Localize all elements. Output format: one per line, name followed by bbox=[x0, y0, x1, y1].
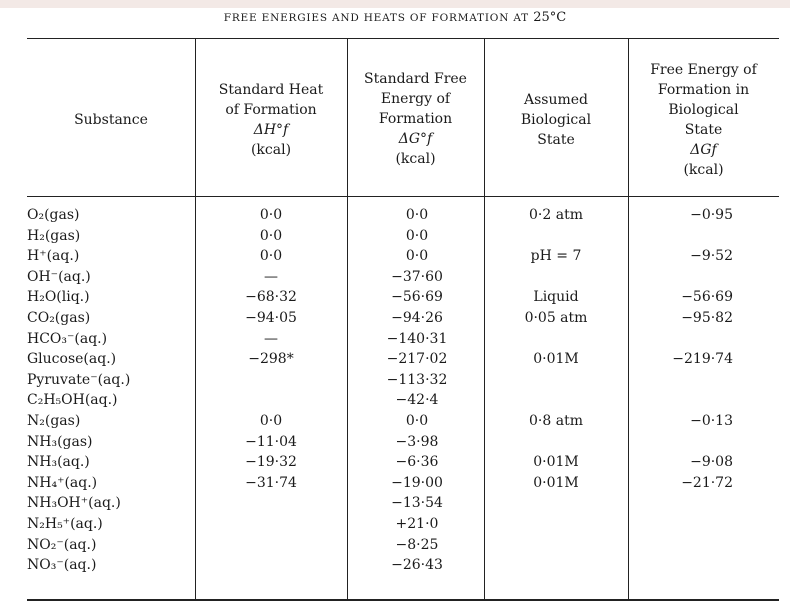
header-heat-line-2: of Formation bbox=[225, 102, 317, 118]
cell-free: −8·25 bbox=[395, 536, 439, 553]
cell-bio bbox=[628, 535, 779, 556]
header-heat-unit: (kcal) bbox=[250, 142, 292, 158]
header-substance bbox=[27, 110, 195, 130]
cell-state: 0·2 atm bbox=[529, 207, 583, 223]
cell-substance: H₂O(liq.) bbox=[27, 289, 90, 306]
cell-bio bbox=[628, 432, 779, 453]
cell-state bbox=[484, 226, 628, 247]
cell-substance: N₂(gas) bbox=[27, 412, 81, 429]
column-substance bbox=[27, 205, 187, 576]
bottom-rule bbox=[27, 599, 779, 601]
column-heat bbox=[195, 205, 365, 576]
cell-bio: −95·82 bbox=[681, 309, 733, 326]
cell-substance: HCO₃⁻(aq.) bbox=[27, 330, 108, 347]
cell-bio: −56·69 bbox=[681, 289, 733, 306]
cell-heat: −94·05 bbox=[245, 309, 297, 326]
cell-heat bbox=[195, 370, 365, 391]
cell-substance: H⁺(aq.) bbox=[27, 248, 80, 265]
top-rule bbox=[27, 38, 779, 39]
cell-state: pH = 7 bbox=[530, 248, 582, 265]
header-heat-line-1: Standard Heat bbox=[218, 82, 324, 98]
cell-state: 0·8 atm bbox=[529, 412, 583, 429]
cell-heat bbox=[195, 493, 365, 514]
cell-heat: −298* bbox=[248, 351, 294, 368]
cell-heat: −31·74 bbox=[245, 474, 297, 491]
header-bio-line-2: Formation in bbox=[657, 82, 750, 98]
cell-state bbox=[484, 267, 628, 288]
cell-state: 0·01M bbox=[533, 474, 579, 491]
cell-heat: — bbox=[264, 268, 278, 285]
cell-free: 0·0 bbox=[405, 412, 429, 429]
cell-state: Liquid bbox=[533, 289, 579, 306]
cell-bio: −9·52 bbox=[690, 248, 733, 265]
header-biological-free-energy bbox=[628, 60, 779, 180]
cell-free: −42·4 bbox=[395, 392, 439, 409]
cell-substance: NH₄⁺(aq.) bbox=[27, 474, 98, 491]
column-bio bbox=[628, 205, 779, 576]
top-margin-band bbox=[0, 0, 790, 8]
cell-heat: −19·32 bbox=[245, 454, 297, 471]
header-heat-symbol: ΔH°f bbox=[253, 122, 289, 138]
cell-substance: H₂(gas) bbox=[27, 227, 81, 244]
cell-state: 0·01M bbox=[533, 351, 579, 368]
header-state-line-1: Assumed bbox=[523, 92, 589, 108]
cell-state bbox=[484, 493, 628, 514]
header-free-energy bbox=[347, 69, 484, 169]
cell-free: −217·02 bbox=[386, 351, 448, 368]
header-free-unit: (kcal) bbox=[395, 151, 436, 167]
cell-heat: — bbox=[264, 330, 278, 347]
cell-substance: NH₃(gas) bbox=[27, 433, 93, 450]
header-bio-line-4: State bbox=[684, 122, 723, 138]
cell-substance: NO₂⁻(aq.) bbox=[27, 536, 97, 553]
cell-free: 0·0 bbox=[405, 248, 429, 265]
cell-substance: NH₃(aq.) bbox=[27, 454, 90, 471]
header-state-line-2: Biological bbox=[520, 112, 592, 128]
column-free bbox=[347, 205, 487, 576]
cell-free: −3·98 bbox=[395, 433, 439, 450]
cell-heat: −11·04 bbox=[245, 433, 297, 450]
cell-state: 0·01M bbox=[533, 454, 579, 471]
header-state-line-3: State bbox=[537, 132, 575, 148]
header-bio-line-1: Free Energy of bbox=[650, 62, 757, 78]
cell-free: −19·00 bbox=[391, 474, 443, 491]
cell-heat: 0·0 bbox=[259, 412, 283, 429]
cell-bio bbox=[628, 329, 779, 350]
cell-substance: Glucose(aq.) bbox=[27, 351, 117, 368]
cell-free: −37·60 bbox=[391, 268, 443, 285]
cell-heat: 0·0 bbox=[259, 207, 283, 223]
cell-state bbox=[484, 535, 628, 556]
cell-heat: 0·0 bbox=[259, 248, 283, 265]
cell-free: −94·26 bbox=[391, 309, 443, 326]
cell-heat bbox=[195, 535, 365, 556]
cell-state bbox=[484, 390, 628, 411]
cell-free: 0·0 bbox=[405, 227, 429, 244]
header-free-line-2: Energy of bbox=[380, 91, 451, 107]
table-title-temperature: 25°C bbox=[533, 10, 567, 25]
cell-state bbox=[484, 370, 628, 391]
cell-free: −140·31 bbox=[386, 330, 448, 347]
cell-bio bbox=[628, 370, 779, 391]
header-free-line-1: Standard Free bbox=[364, 71, 467, 87]
cell-free: −113·32 bbox=[386, 371, 448, 388]
cell-bio bbox=[628, 555, 779, 576]
table-title-text: FREE ENERGIES AND HEATS OF FORMATION AT bbox=[223, 12, 529, 24]
header-heat-of-formation bbox=[195, 80, 347, 160]
cell-substance: NH₃OH⁺(aq.) bbox=[27, 495, 121, 512]
cell-bio: −9·08 bbox=[690, 454, 733, 471]
cell-heat bbox=[195, 390, 365, 411]
column-state bbox=[484, 205, 628, 576]
table-title bbox=[0, 10, 790, 25]
header-assumed-state bbox=[484, 90, 628, 150]
cell-bio: −21·72 bbox=[681, 474, 733, 491]
cell-substance: CO₂(gas) bbox=[27, 309, 91, 326]
cell-bio: −0·13 bbox=[690, 412, 733, 429]
cell-substance: N₂H₅⁺(aq.) bbox=[27, 515, 103, 532]
cell-substance: Pyruvate⁻(aq.) bbox=[27, 371, 131, 388]
header-rule bbox=[27, 196, 779, 197]
cell-free: −13·54 bbox=[391, 495, 443, 512]
cell-heat: 0·0 bbox=[259, 227, 283, 244]
cell-state bbox=[484, 432, 628, 453]
header-bio-symbol: ΔGf bbox=[690, 142, 717, 158]
cell-bio: −219·74 bbox=[672, 351, 733, 368]
cell-bio bbox=[628, 267, 779, 288]
cell-state: 0·05 atm bbox=[524, 309, 588, 326]
cell-bio bbox=[628, 226, 779, 247]
cell-free: −26·43 bbox=[391, 557, 443, 574]
cell-bio: −0·95 bbox=[690, 207, 733, 223]
cell-heat bbox=[195, 514, 365, 535]
cell-free: 0·0 bbox=[405, 207, 429, 223]
header-bio-line-3: Biological bbox=[668, 102, 739, 118]
cell-free: +21·0 bbox=[395, 515, 439, 532]
cell-free: −56·69 bbox=[391, 289, 443, 306]
cell-state bbox=[484, 555, 628, 576]
cell-heat: −68·32 bbox=[245, 289, 297, 306]
cell-substance: O₂(gas) bbox=[27, 207, 80, 223]
cell-bio bbox=[628, 390, 779, 411]
header-free-symbol: ΔG°f bbox=[398, 131, 433, 147]
cell-heat bbox=[195, 555, 365, 576]
header-bio-unit: (kcal) bbox=[683, 162, 724, 178]
cell-substance: NO₃⁻(aq.) bbox=[27, 557, 97, 574]
cell-substance: OH⁻(aq.) bbox=[27, 268, 91, 285]
cell-substance: C₂H₅OH(aq.) bbox=[27, 392, 118, 409]
cell-state bbox=[484, 329, 628, 350]
cell-bio bbox=[628, 514, 779, 535]
cell-free: −6·36 bbox=[395, 454, 439, 471]
cell-state bbox=[484, 514, 628, 535]
header-free-line-3: Formation bbox=[378, 111, 453, 127]
cell-bio bbox=[628, 493, 779, 514]
header-substance-label: Substance bbox=[74, 112, 148, 128]
